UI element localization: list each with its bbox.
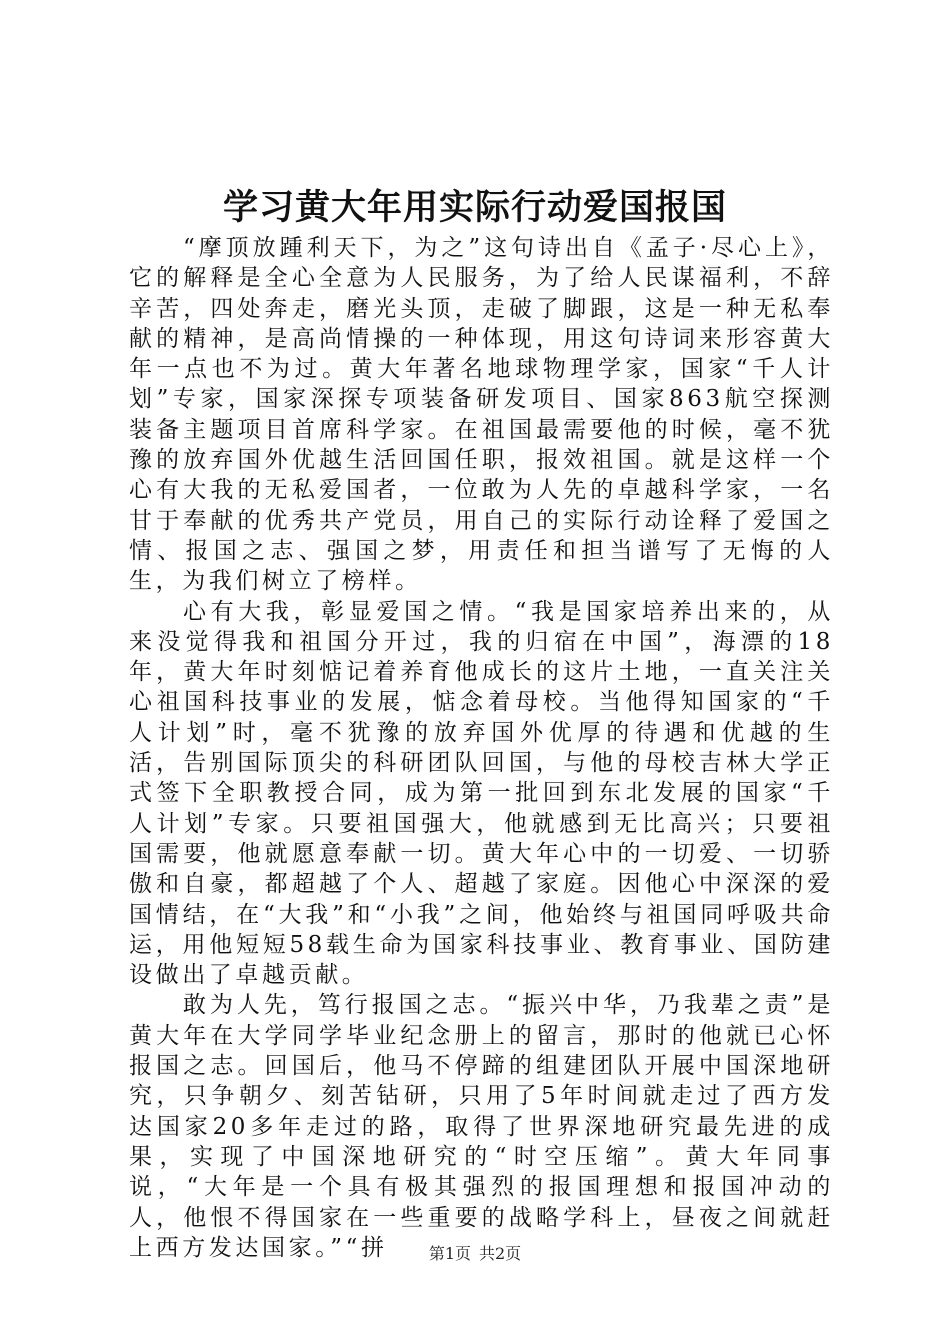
page-total: 共2页 <box>479 1244 522 1263</box>
document-title: 学习黄大年用实际行动爱国报国 <box>222 187 727 228</box>
page-number: 第1页 <box>428 1244 471 1263</box>
document-body <box>129 233 834 1263</box>
paragraph-intro: “摩顶放踵利天下，为之”这句诗出自《孟子·尽心上》，它的解释是全心全意为人民服务，为了给人民谋福利，不辞辛苦，四处奔走，磨光头顶，走破了脚跟，这是一种无私奉献的精神，是高尚情操的一种体现，用这句诗词来形容黄大年一点也不为过。黄大年著名地球物理学家，国家“千人计划”专家，国家深探专项装备研发项目、国家863航空探测装备主题项目首席科学家。在祖国最需要他的时候，毫不犹豫的放弃国外优越生活回国任职，报效祖国。就是这样一个心有大我的无私爱国者，一位敢为人先的卓越科学家，一名甘于奉献的优秀共产党员，用自己的实际行动诠释了爱国之情、报国之志、强国之梦，用责任和担当谱写了无悔的人生，为我们树立了榜样。 <box>129 235 834 595</box>
paragraph-ambition: 敢为人先，笃行报国之志。“振兴中华，乃我辈之责”是黄大年在大学同学毕业纪念册上的留言，那时的他就已心怀报国之志。回国后，他马不停蹄的组建团队开展中国深地研究，只争朝夕、刻苦钻研，只用了5年时间就走过了西方发达国家20多年走过的路，取得了世界深地研究最先进的成果，实现了中国深地研究的“时空压缩”。黄大年同事说，“大年是一个具有极其强烈的报国理想和报国冲动的人，他恨不得国家在一些重要的战略学科上，昼夜之间就赶上西方发达国家。”“拼 <box>129 992 834 1261</box>
page-footer <box>0 1243 950 1265</box>
paragraph-patriotism: 心有大我，彰显爱国之情。“我是国家培养出来的，从来没觉得我和祖国分开过，我的归宿在中国”，海漂的18年，黄大年时刻惦记着养育他成长的这片土地，一直关注关心祖国科技事业的发展，惦念着母校。当他得知国家的“千人计划”时，毫不犹豫的放弃国外优厚的待遇和优越的生活，告别国际顶尖的科研团队回国，与他的母校吉林大学正式签下全职教授合同，成为第一批回到东北发展的国家“千人计划”专家。只要祖国强大，他就感到无比高兴；只要祖国需要，他就愿意奉献一切。黄大年心中的一切爱、一切骄傲和自豪，都超越了个人、超越了家庭。因他心中深深的爱国情结，在“大我”和“小我”之间，他始终与祖国同呼吸共命运，用他短短58载生命为国家科技事业、教育事业、国防建设做出了卓越贡献。 <box>129 598 834 989</box>
